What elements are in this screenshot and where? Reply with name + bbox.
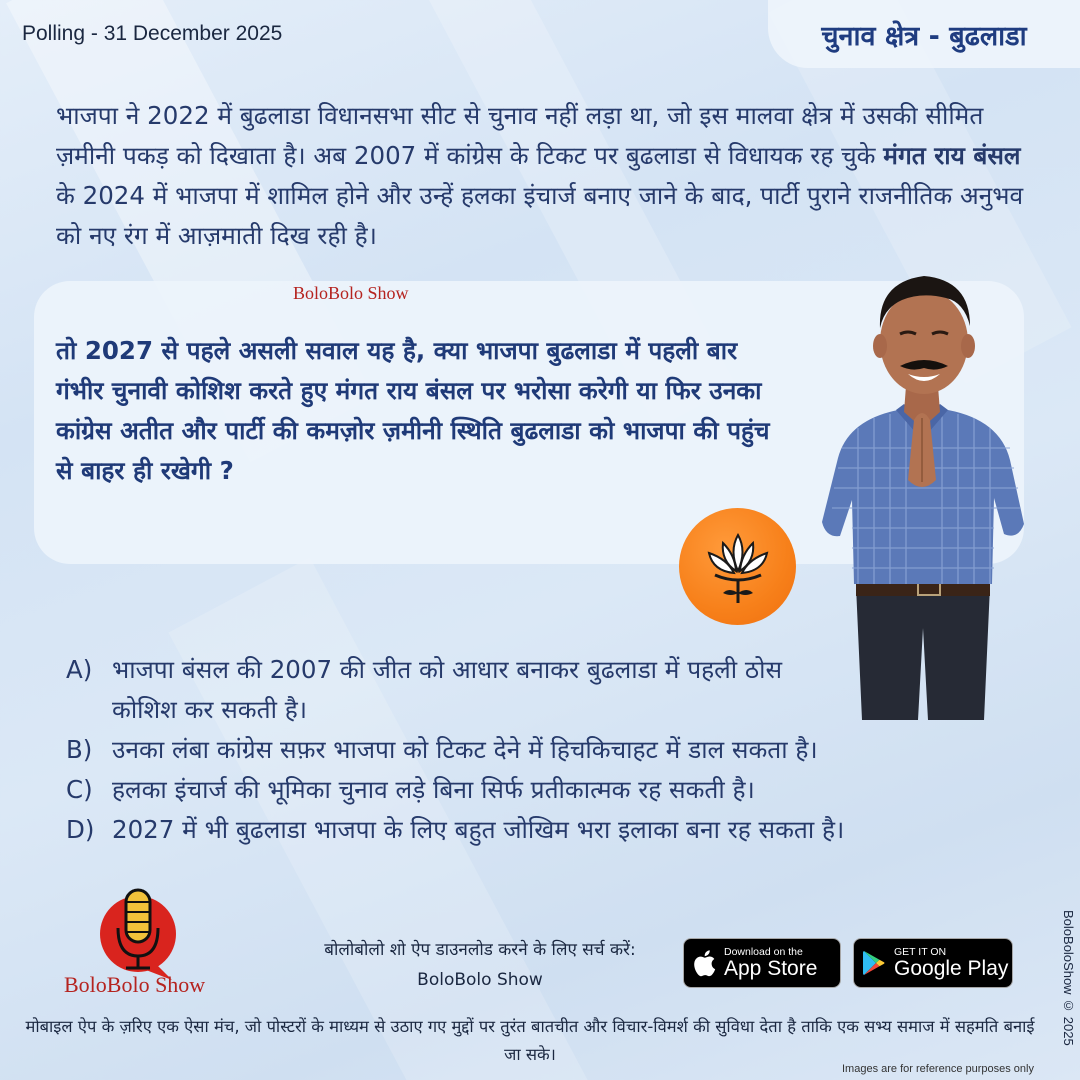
poll-question: तो 2027 से पहले असली सवाल यह है, क्या भाजपा बुढलाडा में पहली बार गंभीर चुनावी कोशिश करते हुए मंगत राय बंसल पर भरोसा करेगी या फिर उनका कांग्रेस अतीत और पार्टी की कमज़ोर ज़मीनी स्थिति बुढलाडा को भाजपा की पहुंच से बाहर ही रखेगी ?: [56, 336, 770, 485]
option-letter: B): [66, 735, 93, 764]
bjp-lotus-badge: [679, 508, 796, 625]
brand-tag: BoloBolo Show: [293, 283, 409, 303]
poll-option-c[interactable]: [66, 770, 1056, 810]
app-store-caption: Download on the: [724, 946, 803, 958]
image-disclaimer: Images are for reference purposes only: [842, 1063, 1034, 1075]
search-term: BoloBolo Show: [417, 970, 543, 990]
search-prompt: बोलोबोलो शो ऐप डाउनलोड करने के लिए सर्च करें:: [324, 940, 636, 960]
app-store-button[interactable]: [683, 938, 841, 988]
option-letter: D): [66, 815, 95, 844]
option-text: हलका इंचार्ज की भूमिका चुनाव लड़े बिना सिर्फ प्रतीकात्मक रह सकती है।: [112, 775, 755, 804]
intro-paragraph: [56, 96, 1046, 256]
copyright-vertical: BoloBoloShow © 2025: [1061, 910, 1076, 1046]
option-letter: A): [66, 655, 93, 684]
poll-option-a[interactable]: [66, 650, 1056, 730]
intro-text: भाजपा ने 2022 में बुढलाडा विधानसभा सीट से चुनाव नहीं लड़ा था, जो इस मालवा क्षेत्र में उसकी सीमित ज़मीनी पकड़ को दिखाता है। अब 2007 में कांग्रेस के टिकट पर बुढलाडा से विधायक रह चुके: [56, 101, 984, 170]
bjp-lotus-icon: [703, 527, 773, 607]
google-play-button[interactable]: [853, 938, 1013, 988]
polling-date: Polling - 31 December 2025: [22, 22, 283, 45]
poll-option-b[interactable]: [66, 730, 1056, 770]
intro-highlight-name: मंगत राय बंसल: [883, 141, 1021, 170]
google-play-label: Google Play: [894, 957, 1009, 980]
google-play-icon: [854, 938, 894, 988]
option-text: उनका लंबा कांग्रेस सफ़र भाजपा को टिकट देने में हिचकिचाहट में डाल सकता है।: [112, 735, 818, 764]
option-letter: C): [66, 775, 93, 804]
app-store-label: App Store: [724, 957, 818, 980]
constituency-title: चुनाव क्षेत्र - बुढलाडा: [821, 20, 1027, 52]
option-text: 2027 में भी बुढलाडा भाजपा के लिए बहुत जोखिम भरा इलाका बना रह सकता है।: [112, 815, 845, 844]
poll-option-d[interactable]: [66, 810, 1056, 850]
poll-options: [66, 650, 1056, 850]
google-play-caption: GET IT ON: [894, 946, 947, 958]
app-description: मोबाइल ऐप के ज़रिए एक ऐसा मंच, जो पोस्टरों के माध्यम से उठाए गए मुद्दों पर तुरंत बातचीत और विचार-विमर्श की सुविधा देता है ताकि एक सभ्य समाज में सहमति बनाई जा सके।: [25, 1017, 1035, 1064]
constituency-badge: [768, 0, 1080, 68]
apple-icon: [684, 938, 724, 988]
option-text: भाजपा बंसल की 2007 की जीत को आधार बनाकर बुढलाडा में पहली ठोस कोशिश कर सकती है।: [112, 655, 783, 724]
footer-brand-name: BoloBolo Show: [64, 972, 206, 997]
intro-text-continued: के 2024 में भाजपा में शामिल होने और उन्हें हलका इंचार्ज बनाए जाने के बाद, पार्टी पुराने राजनीतिक अनुभव को नए रंग में आज़माती दिख रही है।: [56, 181, 1024, 250]
app-search-hint: [280, 935, 680, 995]
